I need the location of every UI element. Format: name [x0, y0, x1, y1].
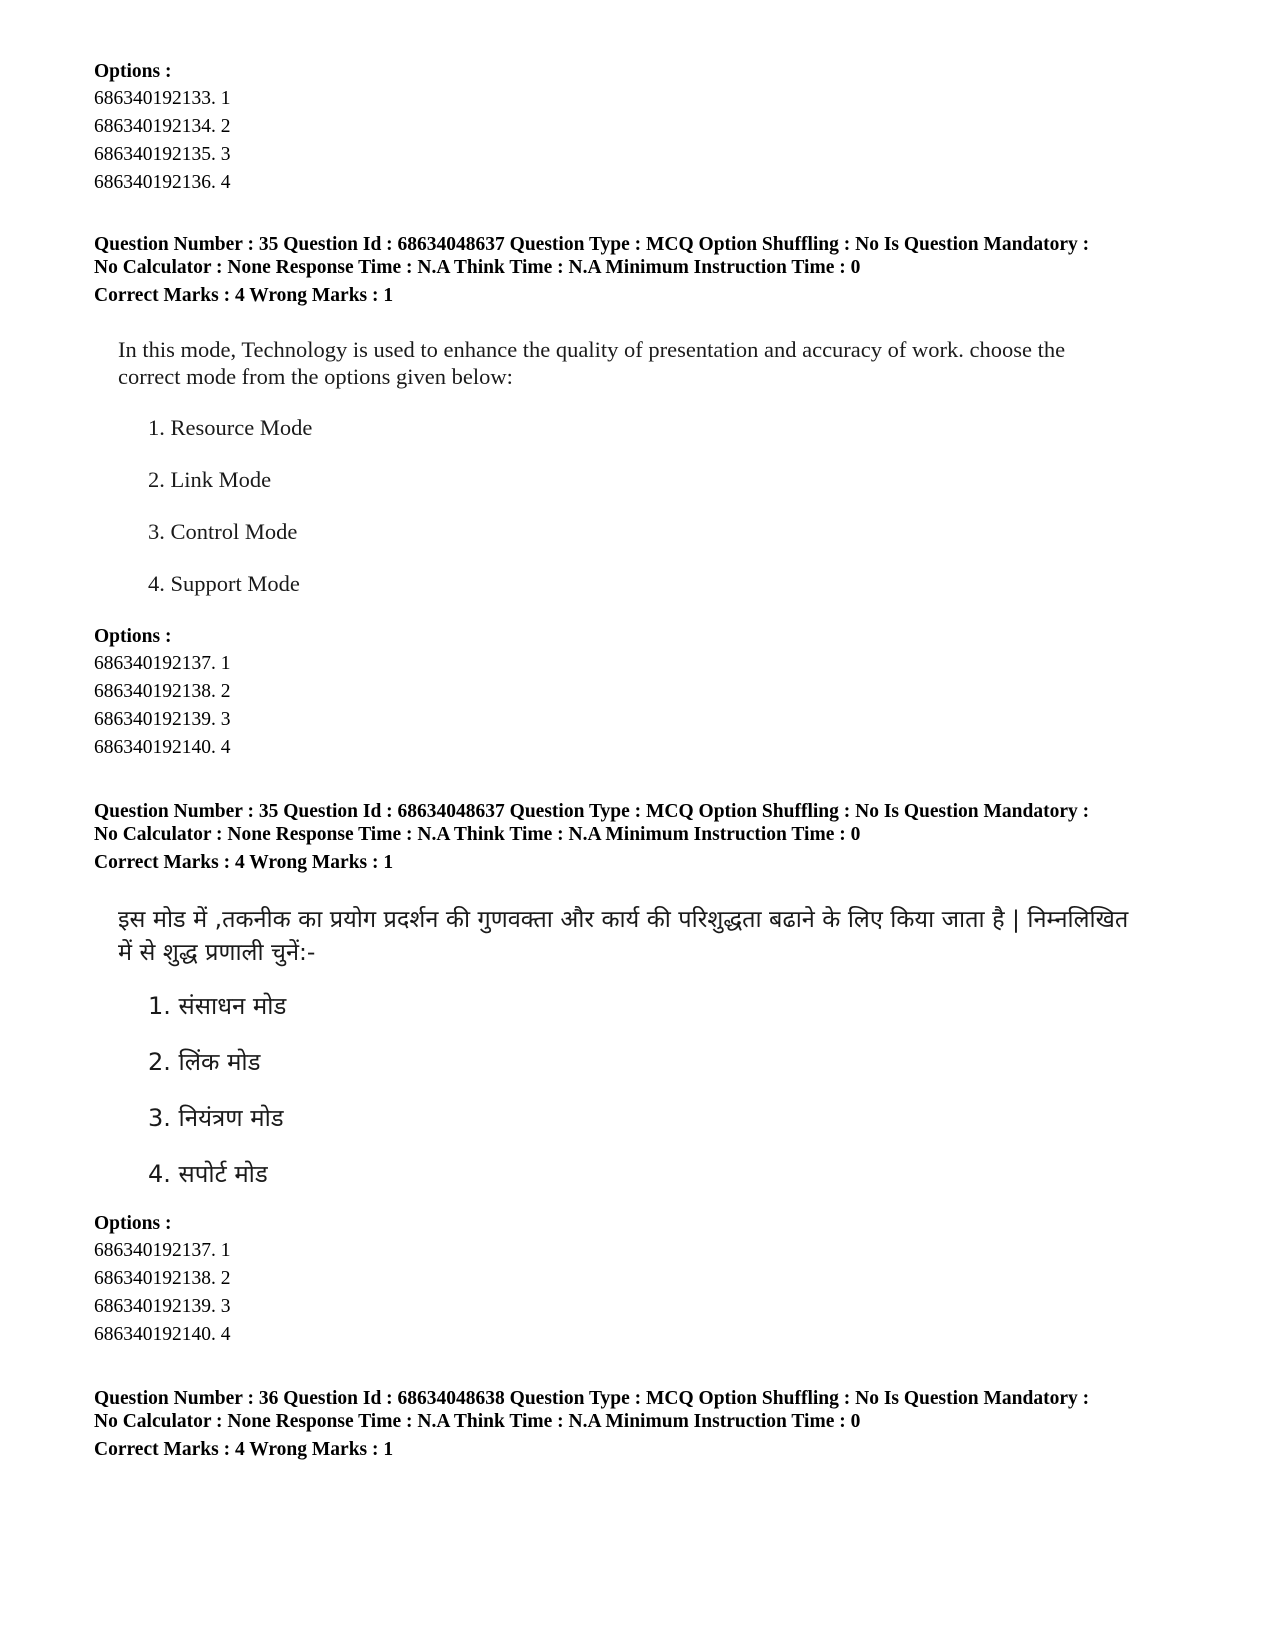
option-item: 686340192137. 1 — [94, 1240, 231, 1261]
option-item: 686340192140. 4 — [94, 1324, 231, 1345]
option-item: 686340192137. 1 — [94, 653, 231, 674]
question-choice: 1. संसाधन मोड — [148, 992, 287, 1020]
question-meta: No Calculator : None Response Time : N.A Think Time : N.A Minimum Instruction Time : 0 — [94, 1411, 861, 1432]
option-item: 686340192134. 2 — [94, 116, 231, 137]
options-label: Options : — [94, 1213, 172, 1234]
option-item: 686340192136. 4 — [94, 172, 231, 193]
question-choice: 3. नियंत्रण मोड — [148, 1104, 284, 1132]
question-marks: Correct Marks : 4 Wrong Marks : 1 — [94, 285, 394, 306]
options-label: Options : — [94, 61, 172, 82]
option-item: 686340192135. 3 — [94, 144, 231, 165]
question-meta: No Calculator : None Response Time : N.A Think Time : N.A Minimum Instruction Time : 0 — [94, 257, 861, 278]
question-marks: Correct Marks : 4 Wrong Marks : 1 — [94, 852, 394, 873]
question-choice: 2. Link Mode — [148, 467, 272, 492]
option-item: 686340192138. 2 — [94, 681, 231, 702]
option-item: 686340192139. 3 — [94, 709, 231, 730]
question-choice: 1. Resource Mode — [148, 415, 313, 440]
question-choice: 4. Support Mode — [148, 571, 300, 596]
question-text: correct mode from the options given below: — [118, 364, 513, 389]
question-meta: Question Number : 36 Question Id : 68634048638 Question Type : MCQ Option Shuffling : No Is Question Mandatory : — [94, 1388, 1090, 1409]
option-item: 686340192138. 2 — [94, 1268, 231, 1289]
question-marks: Correct Marks : 4 Wrong Marks : 1 — [94, 1439, 394, 1460]
option-item: 686340192133. 1 — [94, 88, 231, 109]
option-item: 686340192139. 3 — [94, 1296, 231, 1317]
question-text: In this mode, Technology is used to enhance the quality of presentation and accuracy of work. choose the — [118, 337, 1066, 362]
question-meta: Question Number : 35 Question Id : 68634048637 Question Type : MCQ Option Shuffling : No Is Question Mandatory : — [94, 234, 1090, 255]
question-choice: 3. Control Mode — [148, 519, 298, 544]
options-label: Options : — [94, 626, 172, 647]
question-meta: No Calculator : None Response Time : N.A Think Time : N.A Minimum Instruction Time : 0 — [94, 824, 861, 845]
option-item: 686340192140. 4 — [94, 737, 231, 758]
question-text: में से शुद्ध प्रणाली चुनें:- — [118, 938, 316, 966]
question-text: इस मोड में ,तकनीक का प्रयोग प्रदर्शन की गुणवक्ता और कार्य की परिशुद्धता बढाने के लिए किया जाता है | निम्नलिखित — [118, 905, 1129, 933]
question-choice: 4. सपोर्ट मोड — [148, 1160, 268, 1188]
question-choice: 2. लिंक मोड — [148, 1048, 261, 1076]
question-meta: Question Number : 35 Question Id : 68634048637 Question Type : MCQ Option Shuffling : No Is Question Mandatory : — [94, 801, 1090, 822]
